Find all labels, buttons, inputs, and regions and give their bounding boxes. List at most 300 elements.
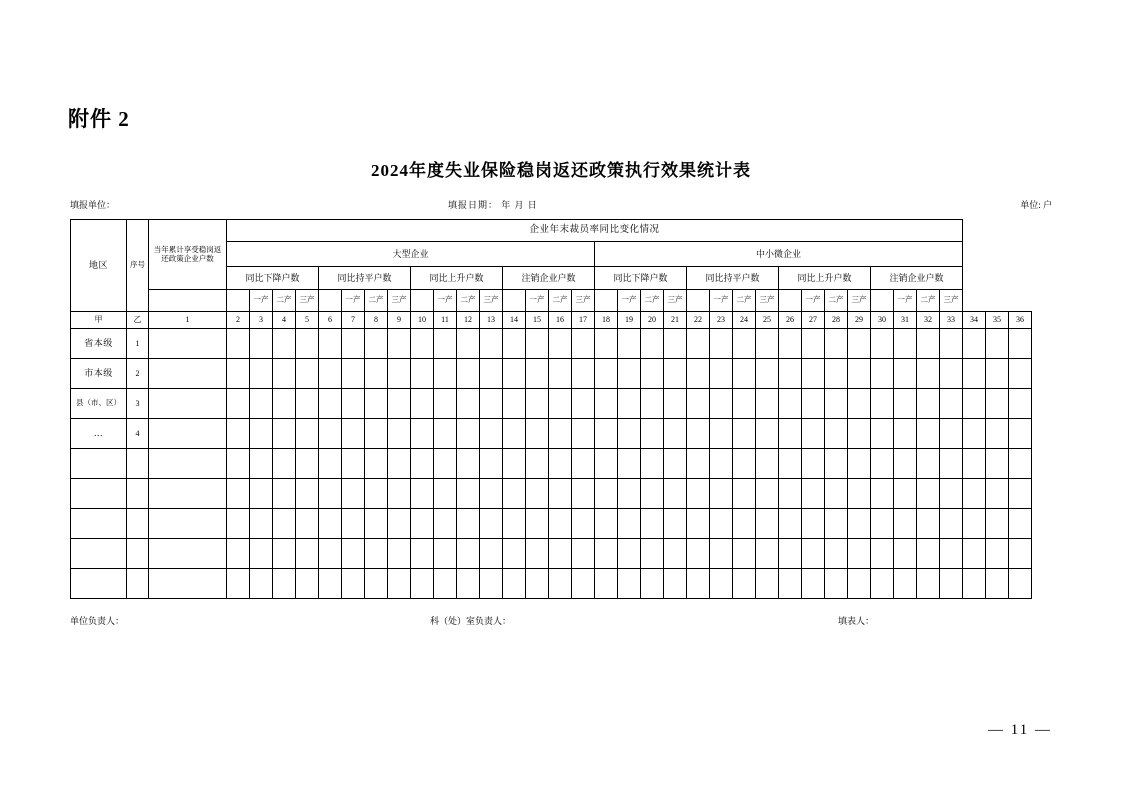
row-cell[interactable] [250, 389, 273, 419]
row-cell[interactable] [250, 449, 273, 479]
row-cell[interactable] [227, 479, 250, 509]
row-cell[interactable] [894, 419, 917, 449]
row-cell[interactable] [664, 419, 687, 449]
row-cell[interactable] [572, 539, 595, 569]
row-cell[interactable] [227, 329, 250, 359]
row-cell[interactable] [687, 509, 710, 539]
row-cell[interactable] [986, 479, 1009, 509]
row-cell[interactable] [411, 509, 434, 539]
row-cell[interactable] [618, 539, 641, 569]
row-cell[interactable] [411, 539, 434, 569]
row-cell[interactable] [825, 359, 848, 389]
row-cell[interactable] [664, 509, 687, 539]
row-cell[interactable] [319, 389, 342, 419]
row-cell[interactable] [917, 419, 940, 449]
row-cell[interactable] [457, 479, 480, 509]
row-cell[interactable] [319, 509, 342, 539]
row-cell[interactable] [779, 569, 802, 599]
row-cell[interactable] [365, 539, 388, 569]
row-cell[interactable] [503, 509, 526, 539]
row-cell[interactable] [802, 359, 825, 389]
row-serial[interactable] [127, 479, 149, 509]
row-cell[interactable] [526, 359, 549, 389]
row-cell[interactable] [319, 329, 342, 359]
row-cell[interactable] [940, 419, 963, 449]
row-cell[interactable] [572, 479, 595, 509]
row-cell[interactable] [871, 389, 894, 419]
row-cell[interactable] [940, 449, 963, 479]
row-cell[interactable] [1009, 509, 1032, 539]
row-cell[interactable] [411, 569, 434, 599]
row-cell[interactable] [342, 329, 365, 359]
row-cell[interactable] [687, 449, 710, 479]
row-cell[interactable] [250, 509, 273, 539]
row-cell[interactable] [917, 359, 940, 389]
row-cell[interactable] [480, 569, 503, 599]
row-cell[interactable] [549, 359, 572, 389]
row-cell[interactable] [411, 419, 434, 449]
row-cell[interactable] [149, 389, 227, 419]
row-cell[interactable] [917, 509, 940, 539]
row-cell[interactable] [227, 389, 250, 419]
row-cell[interactable] [618, 509, 641, 539]
row-cell[interactable] [388, 449, 411, 479]
row-cell[interactable] [503, 539, 526, 569]
row-cell[interactable] [756, 389, 779, 419]
row-cell[interactable] [664, 449, 687, 479]
row-cell[interactable] [779, 329, 802, 359]
row-cell[interactable] [986, 509, 1009, 539]
row-serial[interactable]: 1 [127, 329, 149, 359]
row-cell[interactable] [457, 359, 480, 389]
row-cell[interactable] [595, 329, 618, 359]
row-cell[interactable] [894, 329, 917, 359]
row-cell[interactable] [149, 479, 227, 509]
row-cell[interactable] [641, 419, 664, 449]
row-cell[interactable] [802, 479, 825, 509]
row-cell[interactable] [733, 359, 756, 389]
row-cell[interactable] [149, 509, 227, 539]
row-cell[interactable] [687, 359, 710, 389]
row-cell[interactable] [342, 389, 365, 419]
row-cell[interactable] [756, 539, 779, 569]
row-cell[interactable] [756, 419, 779, 449]
row-cell[interactable] [388, 509, 411, 539]
row-cell[interactable] [871, 479, 894, 509]
row-cell[interactable] [894, 539, 917, 569]
row-cell[interactable] [227, 449, 250, 479]
row-cell[interactable] [963, 539, 986, 569]
row-cell[interactable] [664, 359, 687, 389]
row-cell[interactable] [917, 389, 940, 419]
row-cell[interactable] [572, 569, 595, 599]
row-cell[interactable] [664, 389, 687, 419]
row-cell[interactable] [434, 449, 457, 479]
row-cell[interactable] [756, 359, 779, 389]
row-cell[interactable] [273, 569, 296, 599]
row-cell[interactable] [779, 539, 802, 569]
row-region[interactable] [71, 479, 127, 509]
row-cell[interactable] [940, 389, 963, 419]
row-cell[interactable] [434, 389, 457, 419]
row-cell[interactable] [319, 449, 342, 479]
row-cell[interactable] [388, 539, 411, 569]
row-cell[interactable] [549, 329, 572, 359]
row-cell[interactable] [434, 479, 457, 509]
row-cell[interactable] [756, 479, 779, 509]
row-cell[interactable] [319, 479, 342, 509]
row-cell[interactable] [457, 419, 480, 449]
row-cell[interactable] [871, 509, 894, 539]
row-cell[interactable] [687, 569, 710, 599]
row-cell[interactable] [503, 479, 526, 509]
row-cell[interactable] [641, 479, 664, 509]
row-cell[interactable] [894, 449, 917, 479]
row-cell[interactable] [687, 329, 710, 359]
row-cell[interactable] [365, 479, 388, 509]
row-cell[interactable] [149, 539, 227, 569]
row-cell[interactable] [411, 479, 434, 509]
row-cell[interactable] [342, 569, 365, 599]
row-cell[interactable] [572, 509, 595, 539]
row-cell[interactable] [319, 419, 342, 449]
row-cell[interactable] [963, 569, 986, 599]
row-cell[interactable] [825, 539, 848, 569]
row-cell[interactable] [526, 329, 549, 359]
row-cell[interactable] [733, 389, 756, 419]
row-cell[interactable] [641, 389, 664, 419]
row-cell[interactable] [296, 359, 319, 389]
row-cell[interactable] [963, 449, 986, 479]
row-cell[interactable] [710, 569, 733, 599]
row-cell[interactable] [618, 479, 641, 509]
row-cell[interactable] [411, 359, 434, 389]
row-region[interactable] [71, 509, 127, 539]
row-cell[interactable] [480, 449, 503, 479]
row-cell[interactable] [411, 329, 434, 359]
row-serial[interactable] [127, 569, 149, 599]
row-cell[interactable] [296, 449, 319, 479]
row-cell[interactable] [273, 449, 296, 479]
row-cell[interactable] [986, 389, 1009, 419]
row-cell[interactable] [733, 479, 756, 509]
row-cell[interactable] [986, 539, 1009, 569]
row-cell[interactable] [664, 569, 687, 599]
row-cell[interactable] [802, 449, 825, 479]
row-cell[interactable] [963, 389, 986, 419]
row-cell[interactable] [149, 449, 227, 479]
row-cell[interactable] [733, 569, 756, 599]
row-cell[interactable] [319, 569, 342, 599]
row-cell[interactable] [503, 389, 526, 419]
row-cell[interactable] [641, 509, 664, 539]
row-cell[interactable] [733, 509, 756, 539]
row-cell[interactable] [1009, 389, 1032, 419]
row-cell[interactable] [779, 449, 802, 479]
row-cell[interactable] [687, 479, 710, 509]
row-cell[interactable] [388, 359, 411, 389]
row-cell[interactable] [894, 509, 917, 539]
row-cell[interactable] [848, 359, 871, 389]
row-cell[interactable] [250, 479, 273, 509]
row-cell[interactable] [595, 389, 618, 419]
row-cell[interactable] [526, 569, 549, 599]
row-cell[interactable] [273, 419, 296, 449]
row-cell[interactable] [250, 359, 273, 389]
row-cell[interactable] [296, 569, 319, 599]
row-cell[interactable] [917, 539, 940, 569]
row-cell[interactable] [296, 419, 319, 449]
row-cell[interactable] [503, 359, 526, 389]
row-cell[interactable] [319, 539, 342, 569]
row-cell[interactable] [1009, 449, 1032, 479]
row-cell[interactable] [549, 389, 572, 419]
row-cell[interactable] [480, 389, 503, 419]
row-cell[interactable] [687, 389, 710, 419]
row-cell[interactable] [342, 479, 365, 509]
row-cell[interactable] [549, 419, 572, 449]
row-cell[interactable] [365, 509, 388, 539]
row-cell[interactable] [434, 539, 457, 569]
row-cell[interactable] [342, 539, 365, 569]
row-cell[interactable] [365, 569, 388, 599]
row-cell[interactable] [894, 569, 917, 599]
row-cell[interactable] [848, 509, 871, 539]
row-cell[interactable] [894, 359, 917, 389]
row-cell[interactable] [149, 569, 227, 599]
row-cell[interactable] [871, 329, 894, 359]
row-cell[interactable] [149, 329, 227, 359]
row-cell[interactable] [871, 569, 894, 599]
row-cell[interactable] [434, 359, 457, 389]
row-cell[interactable] [526, 539, 549, 569]
row-serial[interactable] [127, 449, 149, 479]
row-cell[interactable] [871, 419, 894, 449]
row-serial[interactable] [127, 509, 149, 539]
row-cell[interactable] [595, 479, 618, 509]
row-region[interactable]: 县（市、区） [71, 389, 127, 419]
row-cell[interactable] [503, 449, 526, 479]
row-cell[interactable] [526, 389, 549, 419]
row-cell[interactable] [572, 449, 595, 479]
row-cell[interactable] [940, 359, 963, 389]
row-cell[interactable] [917, 569, 940, 599]
row-cell[interactable] [526, 449, 549, 479]
row-cell[interactable] [664, 539, 687, 569]
row-cell[interactable] [388, 389, 411, 419]
row-cell[interactable] [342, 359, 365, 389]
row-cell[interactable] [756, 509, 779, 539]
row-cell[interactable] [618, 389, 641, 419]
row-cell[interactable] [457, 449, 480, 479]
row-cell[interactable] [296, 509, 319, 539]
row-cell[interactable] [825, 419, 848, 449]
row-cell[interactable] [296, 389, 319, 419]
row-cell[interactable] [273, 509, 296, 539]
row-cell[interactable] [687, 419, 710, 449]
row-cell[interactable] [940, 479, 963, 509]
row-cell[interactable] [480, 479, 503, 509]
row-cell[interactable] [434, 329, 457, 359]
row-cell[interactable] [388, 419, 411, 449]
row-cell[interactable] [503, 569, 526, 599]
row-cell[interactable] [779, 419, 802, 449]
row-cell[interactable] [273, 329, 296, 359]
row-cell[interactable] [963, 329, 986, 359]
row-cell[interactable] [710, 419, 733, 449]
row-cell[interactable] [963, 509, 986, 539]
row-cell[interactable] [411, 389, 434, 419]
row-cell[interactable] [250, 539, 273, 569]
row-cell[interactable] [388, 569, 411, 599]
row-cell[interactable] [480, 329, 503, 359]
row-cell[interactable] [457, 569, 480, 599]
row-cell[interactable] [779, 389, 802, 419]
row-cell[interactable] [434, 419, 457, 449]
row-cell[interactable] [825, 329, 848, 359]
row-cell[interactable] [365, 359, 388, 389]
row-cell[interactable] [388, 479, 411, 509]
row-cell[interactable] [296, 329, 319, 359]
row-cell[interactable] [963, 479, 986, 509]
row-cell[interactable] [503, 419, 526, 449]
row-cell[interactable] [894, 479, 917, 509]
row-cell[interactable] [227, 509, 250, 539]
row-cell[interactable] [940, 569, 963, 599]
row-region[interactable]: 市本级 [71, 359, 127, 389]
row-cell[interactable] [250, 329, 273, 359]
row-cell[interactable] [503, 329, 526, 359]
row-cell[interactable] [273, 479, 296, 509]
row-cell[interactable] [319, 359, 342, 389]
row-cell[interactable] [618, 569, 641, 599]
row-cell[interactable] [1009, 569, 1032, 599]
row-cell[interactable] [457, 329, 480, 359]
row-cell[interactable] [756, 449, 779, 479]
row-cell[interactable] [871, 359, 894, 389]
row-region[interactable]: … [71, 419, 127, 449]
row-cell[interactable] [365, 329, 388, 359]
row-cell[interactable] [710, 509, 733, 539]
row-cell[interactable] [434, 509, 457, 539]
row-cell[interactable] [756, 329, 779, 359]
row-cell[interactable] [365, 449, 388, 479]
row-cell[interactable] [986, 569, 1009, 599]
row-cell[interactable] [595, 419, 618, 449]
row-cell[interactable] [342, 509, 365, 539]
row-cell[interactable] [710, 449, 733, 479]
row-serial[interactable]: 3 [127, 389, 149, 419]
row-cell[interactable] [227, 419, 250, 449]
row-cell[interactable] [296, 539, 319, 569]
row-cell[interactable] [710, 539, 733, 569]
row-cell[interactable] [825, 449, 848, 479]
row-cell[interactable] [917, 479, 940, 509]
row-cell[interactable] [848, 449, 871, 479]
row-serial[interactable]: 4 [127, 419, 149, 449]
row-cell[interactable] [549, 509, 572, 539]
row-cell[interactable] [710, 389, 733, 419]
row-cell[interactable] [641, 359, 664, 389]
row-cell[interactable] [526, 509, 549, 539]
row-cell[interactable] [802, 509, 825, 539]
row-cell[interactable] [825, 509, 848, 539]
row-region[interactable] [71, 569, 127, 599]
row-region[interactable]: 省本级 [71, 329, 127, 359]
row-cell[interactable] [572, 419, 595, 449]
row-cell[interactable] [710, 479, 733, 509]
row-cell[interactable] [986, 419, 1009, 449]
row-cell[interactable] [365, 389, 388, 419]
row-cell[interactable] [526, 479, 549, 509]
row-cell[interactable] [733, 449, 756, 479]
row-cell[interactable] [365, 419, 388, 449]
row-cell[interactable] [1009, 419, 1032, 449]
row-cell[interactable] [595, 569, 618, 599]
row-cell[interactable] [227, 359, 250, 389]
row-cell[interactable] [480, 419, 503, 449]
row-cell[interactable] [526, 419, 549, 449]
row-cell[interactable] [986, 359, 1009, 389]
row-cell[interactable] [388, 329, 411, 359]
row-cell[interactable] [779, 479, 802, 509]
row-cell[interactable] [227, 569, 250, 599]
row-cell[interactable] [1009, 479, 1032, 509]
row-cell[interactable] [802, 569, 825, 599]
row-cell[interactable] [641, 449, 664, 479]
row-cell[interactable] [618, 329, 641, 359]
row-cell[interactable] [848, 329, 871, 359]
row-cell[interactable] [802, 539, 825, 569]
row-cell[interactable] [273, 359, 296, 389]
row-cell[interactable] [149, 359, 227, 389]
row-cell[interactable] [250, 419, 273, 449]
row-cell[interactable] [848, 389, 871, 419]
row-cell[interactable] [848, 479, 871, 509]
row-cell[interactable] [273, 539, 296, 569]
row-cell[interactable] [250, 569, 273, 599]
row-cell[interactable] [963, 359, 986, 389]
row-cell[interactable] [871, 449, 894, 479]
row-region[interactable] [71, 539, 127, 569]
row-cell[interactable] [480, 359, 503, 389]
row-cell[interactable] [641, 539, 664, 569]
row-cell[interactable] [848, 419, 871, 449]
row-cell[interactable] [227, 539, 250, 569]
row-cell[interactable] [411, 449, 434, 479]
row-cell[interactable] [756, 569, 779, 599]
row-cell[interactable] [618, 419, 641, 449]
row-cell[interactable] [273, 389, 296, 419]
row-cell[interactable] [733, 329, 756, 359]
row-cell[interactable] [710, 329, 733, 359]
row-cell[interactable] [871, 539, 894, 569]
row-cell[interactable] [940, 509, 963, 539]
row-cell[interactable] [572, 329, 595, 359]
row-cell[interactable] [1009, 539, 1032, 569]
row-cell[interactable] [595, 539, 618, 569]
row-cell[interactable] [595, 449, 618, 479]
row-cell[interactable] [917, 329, 940, 359]
row-cell[interactable] [664, 329, 687, 359]
row-cell[interactable] [618, 449, 641, 479]
row-cell[interactable] [480, 509, 503, 539]
row-cell[interactable] [894, 389, 917, 419]
row-cell[interactable] [802, 419, 825, 449]
row-cell[interactable] [595, 359, 618, 389]
row-cell[interactable] [1009, 359, 1032, 389]
row-cell[interactable] [572, 359, 595, 389]
